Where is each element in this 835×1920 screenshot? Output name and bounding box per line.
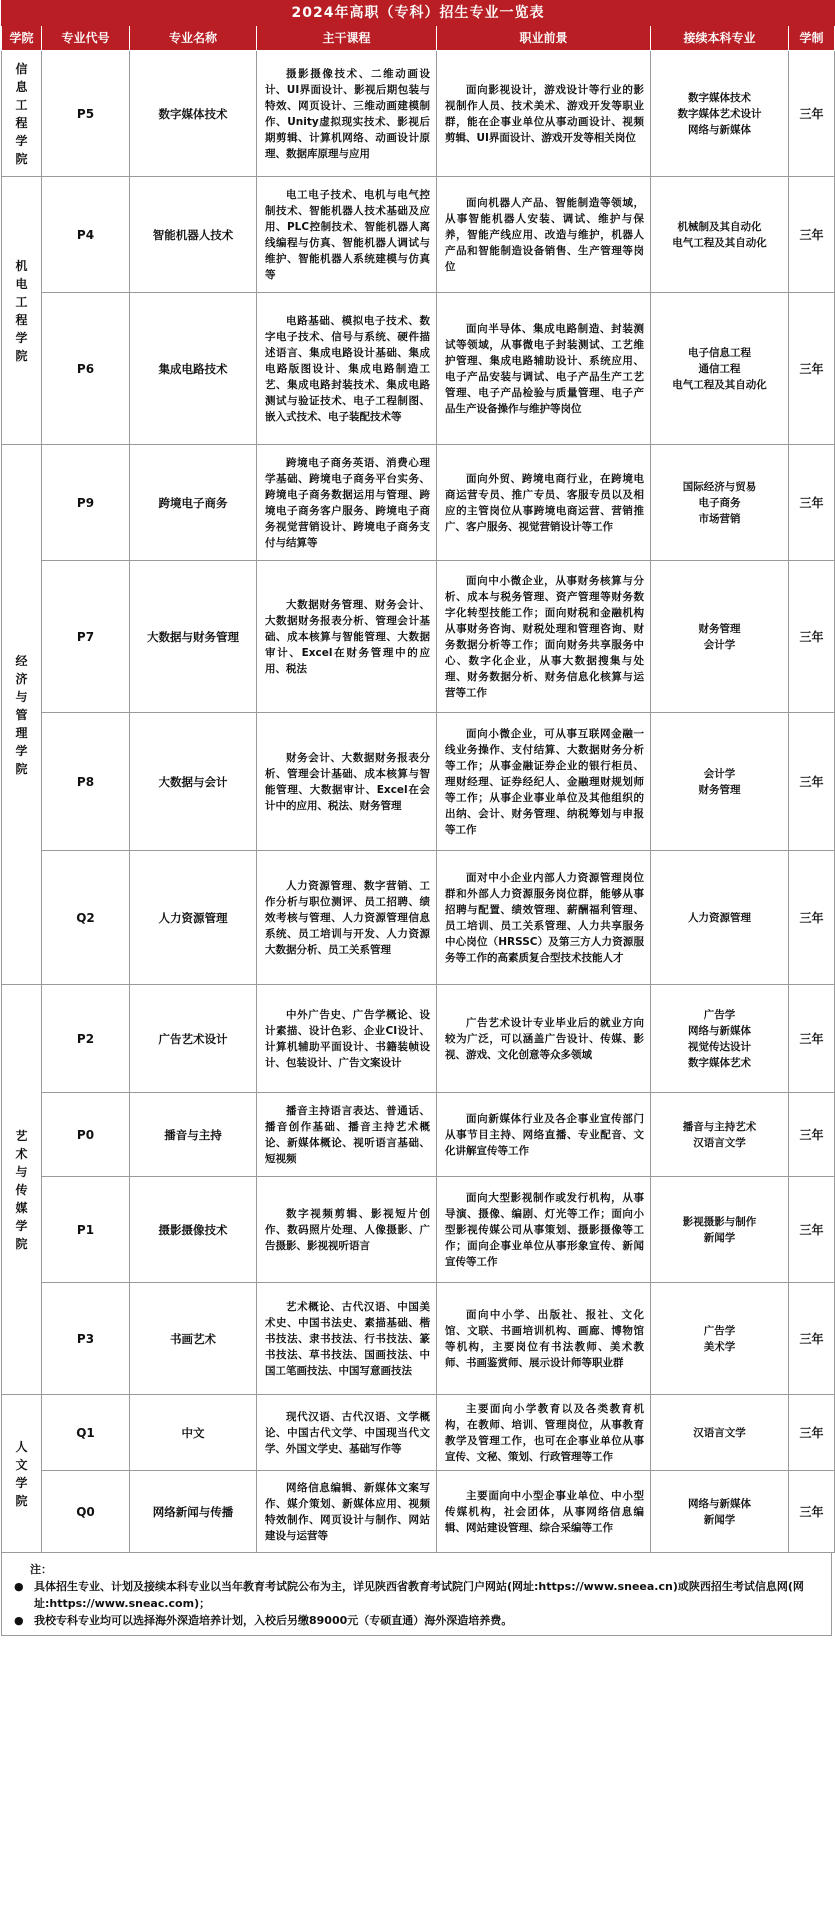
major-name-text: 大数据与会计 <box>158 774 228 789</box>
bachelor-majors <box>651 1395 789 1471</box>
major-courses-text: 财务会计、大数据财务报表分析、管理会计基础、成本核算与智能管理、大数据审计、Excel在会计中的应用、税法、财务管理 <box>265 751 430 812</box>
major-career <box>437 985 651 1093</box>
header-college: 学院 <box>2 26 42 51</box>
major-career <box>437 561 651 713</box>
bachelor-major-item: 美术学 <box>703 1340 736 1353</box>
major-code-text: P9 <box>76 495 95 510</box>
bullet-icon: ● <box>14 1614 24 1627</box>
major-career-text: 面向半导体、集成电路制造、封装测试等领域，从事微电子封装测试、工艺维护管理、集成电路辅助设计、系统应用、电子产品安装与调试、电子产品生产工艺管理、电子产品检验与质量管理、电子产品生产设备操作与维护等岗位 <box>445 322 644 415</box>
major-career-text: 面向外贸、跨境电商行业，在跨境电商运营专员、推广专员、客服专员以及相应的主管岗位从事跨境电商运营、营销推广、客户服务、视觉营销设计等工作 <box>445 472 644 533</box>
major-name <box>130 293 257 445</box>
major-courses <box>257 177 437 293</box>
major-courses <box>257 851 437 985</box>
study-years <box>789 713 835 851</box>
header-years: 学制 <box>789 26 835 51</box>
bachelor-major-item: 通信工程 <box>698 362 741 375</box>
bachelor-majors <box>651 177 789 293</box>
bachelor-major-item: 数字媒体艺术 <box>688 1056 751 1069</box>
major-name-text: 数字媒体技术 <box>158 106 228 121</box>
major-courses-text: 电工电子技术、电机与电气控制技术、智能机器人技术基础及应用、PLC控制技术、智能机器人离线编程与仿真、智能机器人调试与维护、智能机器人系统建模与仿真等 <box>265 188 430 281</box>
major-code-text: P1 <box>76 1222 95 1237</box>
study-years-text: 三年 <box>799 1222 824 1237</box>
major-code <box>42 985 130 1093</box>
major-name <box>130 561 257 713</box>
note-item <box>12 1578 821 1612</box>
header-courses: 主干课程 <box>257 26 437 51</box>
major-code <box>42 851 130 985</box>
major-code-text: P0 <box>76 1127 95 1142</box>
college-cell: 机电工程学院 <box>2 177 42 445</box>
major-code-text: Q1 <box>76 1425 95 1440</box>
major-code <box>42 1471 130 1553</box>
major-career <box>437 1283 651 1395</box>
major-courses-text: 中外广告史、广告学概论、设计素描、设计色彩、企业CI设计、计算机辅助平面设计、书籍装帧设计、包装设计、广告文案设计 <box>265 1008 430 1069</box>
table-row <box>2 561 835 713</box>
major-name-text: 摄影摄像技术 <box>158 1222 228 1237</box>
bachelor-major-item: 数字媒体技术 <box>688 91 751 104</box>
major-code <box>42 177 130 293</box>
bachelor-majors <box>651 1093 789 1177</box>
bachelor-major-item: 电子商务 <box>698 496 741 509</box>
major-name <box>130 51 257 177</box>
bachelor-major-item: 电气工程及其自动化 <box>672 378 767 391</box>
study-years <box>789 851 835 985</box>
table-row <box>2 293 835 445</box>
bachelor-major-item: 网络与新媒体 <box>688 1024 751 1037</box>
study-years-text: 三年 <box>799 774 824 789</box>
bachelor-major-item: 新闻学 <box>703 1513 736 1526</box>
major-code <box>42 1283 130 1395</box>
table-title: 2024年高职（专科）招生专业一览表 <box>2 1 835 26</box>
college-cell: 艺术与传媒学院 <box>2 985 42 1395</box>
major-courses-text: 数字视频剪辑、影视短片创作、数码照片处理、人像摄影、广告摄影、影视视听语言 <box>265 1207 430 1252</box>
major-name-text: 网络新闻与传播 <box>152 1504 234 1519</box>
major-courses-text: 播音主持语言表达、普通话、播音创作基础、播音主持艺术概论、新媒体概论、视听语言基础、短视频 <box>265 1104 430 1165</box>
table-row <box>2 1395 835 1471</box>
study-years-text: 三年 <box>799 629 824 644</box>
major-career <box>437 1471 651 1553</box>
major-career-text: 面向新媒体行业及各企事业宣传部门从事节目主持、网络直播、专业配音、文化讲解宣传等工作 <box>445 1112 644 1157</box>
study-years-text: 三年 <box>799 1031 824 1046</box>
major-career <box>437 1395 651 1471</box>
major-career-text: 面向中小微企业，从事财务核算与分析、成本与税务管理、资产管理等财务数字化转型技能工作；面向财税和金融机构从事财务咨询、财税处理和管理咨询、财务数据分析等工作；面向财务共享服务中心、数字化企业，从事大数据搜集与处理、财务数据分析、财务信息化核算与运营等工作 <box>445 574 644 699</box>
major-name-text: 中文 <box>181 1425 205 1440</box>
major-career-text: 面向中小学、出版社、报社、文化馆、文联、书画培训机构、画廊、博物馆等机构，主要岗位有书法教师、美术教师、书画鉴赏师、展示设计师等职业群 <box>445 1308 644 1369</box>
header-bachelor: 接续本科专业 <box>651 26 789 51</box>
major-name <box>130 985 257 1093</box>
bachelor-major-item: 机械制及其自动化 <box>677 220 762 233</box>
major-career <box>437 851 651 985</box>
bachelor-majors <box>651 1177 789 1283</box>
bachelor-majors <box>651 293 789 445</box>
major-code <box>42 445 130 561</box>
major-name <box>130 177 257 293</box>
bachelor-major-item: 视觉传达设计 <box>688 1040 751 1053</box>
bachelor-major-item: 人力资源管理 <box>688 911 751 924</box>
college-cell: 经济与管理学院 <box>2 445 42 985</box>
study-years-text: 三年 <box>799 495 824 510</box>
table-row <box>2 985 835 1093</box>
table-row <box>2 851 835 985</box>
table-row <box>2 445 835 561</box>
bachelor-major-item: 汉语言文学 <box>693 1426 746 1439</box>
bachelor-major-item: 新闻学 <box>703 1231 736 1244</box>
major-name <box>130 1471 257 1553</box>
major-code <box>42 561 130 713</box>
major-name-text: 人力资源管理 <box>158 910 228 925</box>
study-years <box>789 293 835 445</box>
study-years-text: 三年 <box>799 227 824 242</box>
bachelor-major-item: 播音与主持艺术 <box>682 1120 757 1133</box>
major-courses <box>257 1283 437 1395</box>
major-courses <box>257 293 437 445</box>
major-courses <box>257 985 437 1093</box>
major-courses-text: 艺术概论、古代汉语、中国美术史、中国书法史、素描基础、楷书技法、隶书技法、行书技法、篆书技法、草书技法、国画技法、中国工笔画技法、中国写意画技法 <box>265 1300 430 1377</box>
major-name-text: 智能机器人技术 <box>152 227 234 242</box>
major-name <box>130 851 257 985</box>
bachelor-major-item: 财务管理 <box>698 622 741 635</box>
header-code: 专业代号 <box>42 26 130 51</box>
major-name <box>130 713 257 851</box>
study-years-text: 三年 <box>799 1127 824 1142</box>
study-years <box>789 445 835 561</box>
major-courses <box>257 1177 437 1283</box>
major-code-text: Q0 <box>76 1504 95 1519</box>
bachelor-major-item: 市场营销 <box>698 512 741 525</box>
major-name-text: 集成电路技术 <box>158 361 228 376</box>
table-row <box>2 177 835 293</box>
major-courses <box>257 51 437 177</box>
table-row <box>2 1177 835 1283</box>
bachelor-majors <box>651 561 789 713</box>
bachelor-major-item: 数字媒体艺术设计 <box>677 107 762 120</box>
study-years <box>789 1395 835 1471</box>
major-courses-text: 现代汉语、古代汉语、文学概论、中国古代文学、中国现当代文学、外国文学史、基础写作等 <box>265 1410 430 1455</box>
major-career-text: 面向小微企业，可从事互联网金融一线业务操作、支付结算、大数据财务分析等工作；从事金融证券企业的银行柜员、理财经理、证券经纪人、金融理财规划师等工作；从事企业事业单位及其他组织的出纳、会计、财务管理、纳税筹划与申报等工作 <box>445 727 644 836</box>
major-code-text: P4 <box>76 227 95 242</box>
bullet-icon: ● <box>14 1580 24 1593</box>
bachelor-majors <box>651 445 789 561</box>
notes-label: 注： <box>30 1563 52 1576</box>
major-career <box>437 293 651 445</box>
note-item <box>12 1612 821 1629</box>
study-years <box>789 1283 835 1395</box>
major-code <box>42 51 130 177</box>
major-career-text: 面向大型影视制作或发行机构，从事导演、摄像、编剧、灯光等工作；面向小型影视传媒公司从事策划、摄影摄像等工作；面向企事业单位从事形象宣传、新闻宣传等工作 <box>445 1191 644 1268</box>
bachelor-majors <box>651 985 789 1093</box>
study-years-text: 三年 <box>799 1425 824 1440</box>
major-career <box>437 1177 651 1283</box>
major-code <box>42 1093 130 1177</box>
major-career <box>437 177 651 293</box>
major-code-text: P3 <box>76 1331 95 1346</box>
study-years <box>789 51 835 177</box>
bachelor-major-item: 国际经济与贸易 <box>682 480 757 493</box>
college-cell: 人文学院 <box>2 1395 42 1553</box>
major-code-text: P8 <box>76 774 95 789</box>
bachelor-major-item: 电子信息工程 <box>688 346 751 359</box>
table-row <box>2 1093 835 1177</box>
major-career-text: 主要面向小学教育以及各类教育机构，在教师、培训、管理岗位，从事教育教学及管理工作，也可在企事业单位从事宣传、文秘、策划、行政管理等工作 <box>445 1402 644 1463</box>
major-career-text: 面向影视设计，游戏设计等行业的影视制作人员、技术美术、游戏开发等职业群，能在企事业单位从事动画设计、视频剪辑、UI界面设计、游戏开发等相关岗位 <box>445 83 644 144</box>
major-code-text: Q2 <box>76 910 95 925</box>
bachelor-major-item: 影视摄影与制作 <box>682 1215 757 1228</box>
major-courses-text: 跨境电子商务英语、消费心理学基础、跨境电子商务平台实务、跨境电子商务数据运用与管理、跨境电子商务客户服务、跨境电子商务视觉营销设计、跨境电子商务支付与结算等 <box>265 456 430 549</box>
major-courses <box>257 445 437 561</box>
bachelor-majors <box>651 713 789 851</box>
major-courses-text: 人力资源管理、数字营销、工作分析与职位测评、员工招聘、绩效考核与管理、人力资源管理信息系统、员工培训与开发、人力资源大数据分析、员工关系管理 <box>265 879 430 956</box>
bachelor-major-item: 网络与新媒体 <box>688 123 751 136</box>
major-courses <box>257 561 437 713</box>
major-courses-text: 摄影摄像技术、二维动画设计、UI界面设计、影视后期包装与特效、网页设计、三维动画建模制作、Unity虚拟现实技术、影视后期剪辑、计算机网络、动画设计原理、数据库原理与应用 <box>265 67 430 160</box>
study-years <box>789 1177 835 1283</box>
major-courses <box>257 1395 437 1471</box>
major-code-text: P2 <box>76 1031 95 1046</box>
major-code-text: P5 <box>76 106 95 121</box>
study-years <box>789 1471 835 1553</box>
major-code-text: P7 <box>76 629 95 644</box>
bachelor-major-item: 电气工程及其自动化 <box>672 236 767 249</box>
major-courses <box>257 1471 437 1553</box>
major-career <box>437 445 651 561</box>
major-name <box>130 1093 257 1177</box>
major-courses-text: 电路基础、模拟电子技术、数字电子技术、信号与系统、硬件描述语言、集成电路设计基础、集成电路版图设计、集成电路制造工艺、集成电路封装技术、集成电路测试与验证技术、电子工程制图、嵌入式技术、电子装配技术等 <box>265 314 430 423</box>
major-code <box>42 293 130 445</box>
note-text: 我校专科专业均可以选择海外深造培养计划，入校后另缴89000元（专硕直通）海外深造培养费。 <box>34 1614 513 1627</box>
note-text: 具体招生专业、计划及接续本科专业以当年教育考试院公布为主，详见陕西省教育考试院门户网站(网址:https://www.sneea.cn)或陕西招生考试信息网(网址:https://www.sneac.com)； <box>34 1580 804 1610</box>
notes-section <box>1 1553 832 1636</box>
major-courses <box>257 713 437 851</box>
major-career-text: 面向机器人产品、智能制造等领域，从事智能机器人安装、调试、维护与保养，智能产线应用、改造与维护，机器人产品和智能制造设备销售、生产管理等岗位 <box>445 196 644 273</box>
bachelor-major-item: 会计学 <box>703 638 736 651</box>
major-career <box>437 713 651 851</box>
major-career-text: 广告艺术设计专业毕业后的就业方向较为广泛，可以涵盖广告设计、传媒、影视、游戏、文化创意等众多领域 <box>445 1016 644 1061</box>
major-code <box>42 1177 130 1283</box>
bachelor-majors <box>651 851 789 985</box>
bachelor-majors <box>651 1471 789 1553</box>
major-name-text: 书画艺术 <box>170 1331 216 1346</box>
study-years <box>789 177 835 293</box>
major-courses <box>257 1093 437 1177</box>
major-career-text: 主要面向中小型企事业单位、中小型传媒机构，社会团体，从事网络信息编辑、网站建设管理、综合采编等工作 <box>445 1489 644 1534</box>
table-row <box>2 1471 835 1553</box>
header-name: 专业名称 <box>130 26 257 51</box>
college-cell: 信息工程学院 <box>2 51 42 177</box>
major-code <box>42 713 130 851</box>
major-courses-text: 网络信息编辑、新媒体文案写作、媒介策划、新媒体应用、视频特效制作、网页设计与制作、网站建设与运营等 <box>265 1481 430 1542</box>
major-name-text: 播音与主持 <box>164 1127 222 1142</box>
major-name <box>130 1283 257 1395</box>
header-career: 职业前景 <box>437 26 651 51</box>
bachelor-major-item: 广告学 <box>703 1324 736 1337</box>
major-name-text: 跨境电子商务 <box>158 495 228 510</box>
study-years <box>789 985 835 1093</box>
study-years-text: 三年 <box>799 1331 824 1346</box>
major-career <box>437 1093 651 1177</box>
major-career-text: 面对中小企业内部人力资源管理岗位群和外部人力资源服务岗位群，能够从事招聘与配置、绩效管理、薪酬福利管理、员工培训、员工关系管理、人力共享服务中心岗位（HRSSC）及第三方人力资源服务等工作的高素质复合型技术技能人才 <box>445 871 644 964</box>
major-name <box>130 445 257 561</box>
major-code-text: P6 <box>76 361 95 376</box>
major-name-text: 广告艺术设计 <box>158 1031 228 1046</box>
study-years <box>789 1093 835 1177</box>
study-years <box>789 561 835 713</box>
study-years-text: 三年 <box>799 1504 824 1519</box>
bachelor-major-item: 网络与新媒体 <box>688 1497 751 1510</box>
study-years-text: 三年 <box>799 910 824 925</box>
bachelor-major-item: 汉语言文学 <box>693 1136 746 1149</box>
major-name <box>130 1395 257 1471</box>
major-courses-text: 大数据财务管理、财务会计、大数据财务报表分析、管理会计基础、成本核算与智能管理、大数据审计、Excel在财务管理中的应用、税法 <box>265 598 430 675</box>
table-body <box>2 51 835 1553</box>
bachelor-major-item: 广告学 <box>703 1008 736 1021</box>
major-code <box>42 1395 130 1471</box>
study-years-text: 三年 <box>799 361 824 376</box>
table-row <box>2 51 835 177</box>
bachelor-major-item: 财务管理 <box>698 783 741 796</box>
bachelor-majors <box>651 51 789 177</box>
bachelor-major-item: 会计学 <box>703 767 736 780</box>
header-row <box>2 26 835 51</box>
bachelor-majors <box>651 1283 789 1395</box>
major-name <box>130 1177 257 1283</box>
majors-table <box>1 0 835 1553</box>
major-name-text: 大数据与财务管理 <box>147 629 239 644</box>
major-career <box>437 51 651 177</box>
table-row <box>2 1283 835 1395</box>
table-row <box>2 713 835 851</box>
study-years-text: 三年 <box>799 106 824 121</box>
